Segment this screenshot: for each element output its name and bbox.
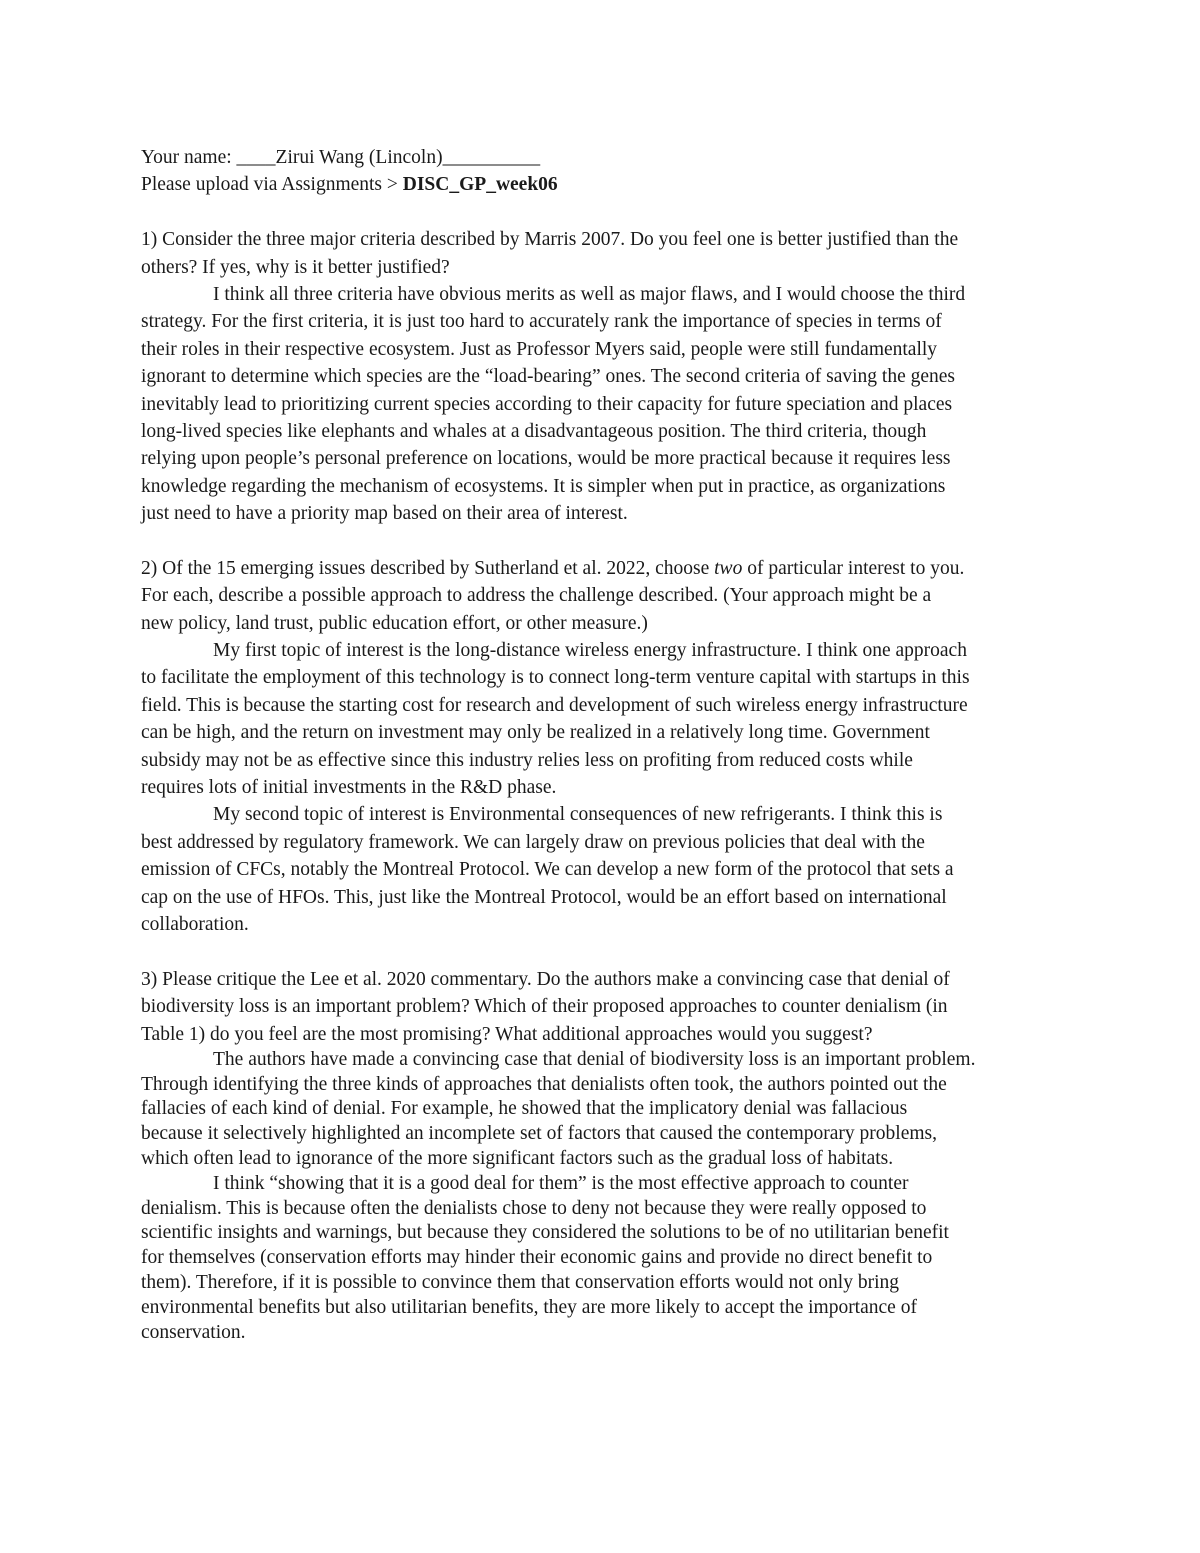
question-2	[141, 555, 1061, 637]
answer-text-line: strategy. For the first criteria, it is just too hard to accurately rank the importance of species in terms of	[141, 311, 942, 333]
name-suffix: __________	[442, 147, 541, 168]
answer-text-line: The authors have made a convincing case that denial of biodiversity loss is an important problem.	[213, 1048, 976, 1070]
answer-text-line: them). Therefore, if it is possible to convince them that conservation efforts would not only bring	[141, 1272, 899, 1294]
answer-text-line: inevitably lead to prioritizing current species according to their capacity for future speciation and places	[141, 393, 953, 415]
question-text-line	[141, 555, 1061, 582]
answer-text-line: relying upon people’s personal preference on locations, would be more practical because it requires less	[141, 448, 951, 470]
document-body	[141, 144, 1061, 1345]
answer-text-line: can be high, and the return on investment may only be realized in a relatively long time. Government	[141, 722, 930, 744]
answer-text-line: denialism. This is because often the denialists chose to deny not because they were really opposed to	[141, 1197, 927, 1219]
upload-instruction: Please upload via Assignments >	[141, 174, 403, 196]
name-line	[141, 144, 1061, 171]
answer-text-line: I think “showing that it is a good deal for them” is the most effective approach to counter	[213, 1172, 909, 1194]
question-1	[141, 226, 1061, 281]
answer-text-line: My second topic of interest is Environmental consequences of new refrigerants. I think this is	[213, 804, 943, 826]
upload-line	[141, 171, 1061, 198]
name-prefix: Your name: ____	[141, 147, 276, 168]
question-text-line: new policy, land trust, public education effort, or other measure.)	[141, 612, 648, 634]
answer-text-line: knowledge regarding the mechanism of ecosystems. It is simpler when put in practice, as organizations	[141, 475, 946, 497]
answer-text-line: fallacies of each kind of denial. For example, he showed that the implicatory denial was fallacious	[141, 1098, 908, 1120]
answer-text-line: their roles in their respective ecosystem. Just as Professor Myers said, people were still fundamentally	[141, 338, 938, 360]
answer-text-line: emission of CFCs, notably the Montreal Protocol. We can develop a new form of the protocol that sets a	[141, 859, 954, 881]
answer-text-line: which often lead to ignorance of the more significant factors such as the gradual loss of habitats.	[141, 1148, 894, 1170]
spacer	[141, 938, 1061, 965]
student-name: Zirui Wang (Lincoln)	[275, 147, 443, 168]
question-text-line: Table 1) do you feel are the most promising? What additional approaches would you suggest?	[141, 1023, 873, 1045]
answer-text-line: cap on the use of HFOs. This, just like the Montreal Protocol, would be an effort based on international	[141, 886, 947, 908]
answer-text-line: ignorant to determine which species are the “load-bearing” ones. The second criteria of saving the genes	[141, 366, 955, 388]
answer-text-line: field. This is because the starting cost for research and development of such wireless energy infrastructure	[141, 694, 968, 716]
answer-text-line: Through identifying the three kinds of approaches that denialists often took, the authors pointed out the	[141, 1073, 947, 1095]
question-text-line: 3) Please critique the Lee et al. 2020 commentary. Do the authors make a convincing case that denial of	[141, 968, 950, 990]
answer-text-line: collaboration.	[141, 913, 249, 935]
answer-text-line: long-lived species like elephants and whales at a disadvantageous position. The third criteria, though	[141, 420, 927, 442]
answer-2-topic-2	[141, 801, 1061, 938]
answer-1	[141, 281, 1061, 528]
question-text-line: 1) Consider the three major criteria described by Marris 2007. Do you feel one is better justified than the	[141, 229, 959, 251]
question-text-line: biodiversity loss is an important problem? Which of their proposed approaches to counter denialism (in	[141, 996, 948, 1018]
answer-text-line: to facilitate the employment of this technology is to connect long-term venture capital with startups in this	[141, 667, 970, 689]
question-text: 2) Of the 15 emerging issues described by Sutherland et al. 2022, choose	[141, 557, 715, 579]
assignment-name: DISC_GP_week06	[402, 174, 558, 196]
answer-2-topic-1	[141, 637, 1061, 801]
spacer	[141, 199, 1061, 226]
answer-text-line: conservation.	[141, 1321, 246, 1343]
question-text-line: others? If yes, why is it better justified?	[141, 256, 450, 278]
answer-text-line: best addressed by regulatory framework. We can largely draw on previous policies that deal with the	[141, 831, 925, 853]
answer-text-line: requires lots of initial investments in the R&D phase.	[141, 776, 557, 798]
spacer	[141, 527, 1061, 554]
answer-text-line: I think all three criteria have obvious merits as well as major flaws, and I would choose the third	[213, 283, 966, 305]
answer-text-line: scientific insights and warnings, but because they considered the solutions to be of no utilitarian benefit	[141, 1222, 949, 1244]
emphasis-text: two	[714, 557, 743, 579]
answer-3	[141, 1048, 1061, 1346]
question-text: of particular interest to you.	[742, 557, 965, 579]
answer-text-line: environmental benefits but also utilitarian benefits, they are more likely to accept the importance of	[141, 1296, 917, 1318]
answer-text-line: My first topic of interest is the long-distance wireless energy infrastructure. I think one approach	[213, 640, 967, 662]
question-text-line: For each, describe a possible approach to address the challenge described. (Your approach might be a	[141, 585, 932, 607]
answer-text-line: because it selectively highlighted an incomplete set of factors that caused the contemporary problems,	[141, 1123, 937, 1145]
answer-text-line: for themselves (conservation efforts may hinder their economic gains and provide no direct benefit to	[141, 1247, 933, 1269]
answer-text-line: just need to have a priority map based on their area of interest.	[141, 503, 628, 525]
question-3	[141, 966, 1061, 1048]
answer-text-line: subsidy may not be as effective since this industry relies less on profiting from reduced costs while	[141, 749, 913, 771]
